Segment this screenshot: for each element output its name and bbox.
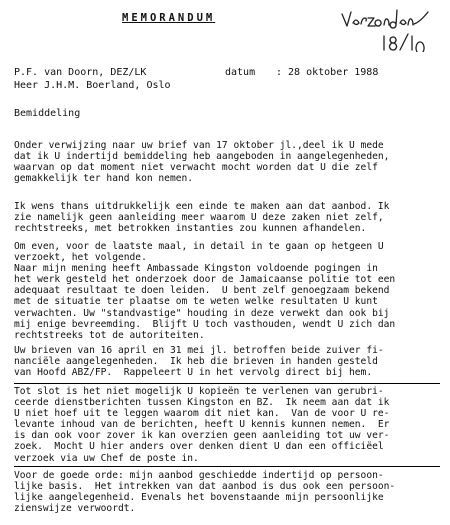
memo-subject: Bemiddeling [14, 108, 81, 119]
text-line: waarvan op dat moment niet verwacht mocht worden dat U die zelf [14, 162, 378, 174]
text-line: Voor de goede orde: mijn aanbod geschiedde indertijd op persoon- [14, 470, 384, 481]
text-line: U niet hoef uit te leggen waarom dit niet kan. Van de voor U re- [14, 408, 390, 420]
text-line: nanciële aangelegenheden. Ik heb die brieven in handen gesteld [14, 356, 378, 368]
text-line: van Hoofd ABZ/FP. Rappeleert U in het vervolg direct bij hem. [14, 367, 373, 379]
text-line: adequaat resultaat te doen leiden. U bent zelf genoegzaam bekend [14, 285, 390, 297]
text-line: rechtstreeks, met betrokken instanties zou kunnen afhandelen. [14, 223, 367, 235]
paragraph [14, 345, 440, 378]
text-line: het werk gesteld het onderzoek door de Jamaicaanse politie tot een [14, 274, 396, 286]
paragraph [14, 470, 440, 514]
text-line: verzoek via uw Chef de poste in. [14, 452, 199, 464]
paragraph [14, 241, 440, 341]
text-line: is dan ook voor zover ik kan overzien geen aanleiding tot uw ver- [14, 430, 390, 442]
text-line: Uw brieven van 16 april en 31 mei jl. betroffen beide zuiver fi- [14, 345, 384, 356]
text-line: Naar mijn mening heeft Ambassade Kingston voldoende pogingen in [14, 263, 378, 275]
text-line: verzoekt, het volgende. [14, 252, 147, 264]
text-line: Ik wens thans uitdrukkelijk een einde te maken aan dat aanbod. Ik [14, 201, 390, 212]
text-line: zienswijze verwoordt. [14, 503, 136, 515]
text-line: rechtstreeks tot de autoriteiten. [14, 329, 205, 341]
text-line: met de situatie ter plaatse om te weten welke resultaten U kunt [14, 296, 378, 308]
text-line: zie namelijk geen aanleiding meer waarom U deze zaken niet zelf, [14, 212, 384, 224]
text-line: lijke basis. Het intrekken van dat aanbod is dus ook een persoon- [14, 481, 396, 493]
text-line: lijke aangelegenheid. Evenals het bovenstaande mijn persoonlijke [14, 492, 384, 504]
handwritten-note [338, 6, 438, 52]
text-line: Om even, voor de laatste maal, in detail in te gaan op hetgeen U [14, 241, 384, 252]
text-line: levante inhoud van de berichten, heeft U kennis kunnen nemen. Er [14, 419, 390, 431]
text-line: mij enige bevreemding. Blijft U toch vasthouden, wendt U zich dan [14, 318, 396, 330]
text-line: verwachten. Uw "standvastige" houding in deze verwekt dan ook bij [14, 307, 390, 319]
text-line: zoek. Mocht U hier anders over denken dient U dan een officiëel [14, 441, 384, 453]
memo-date-value: : 28 oktober 1988 [276, 67, 379, 78]
text-line: Tot slot is het niet mogelijk U kopieën te verlenen van gerubri- [14, 386, 384, 397]
memo-title: MEMORANDUM [122, 12, 216, 24]
text-line: gemakkelijk ter hand kon nemen. [14, 173, 194, 185]
text-line: Onder verwijzing naar uw brief van 17 oktober jl.,deel ik U mede [14, 140, 384, 151]
paragraph-boxed [14, 383, 440, 467]
memo-to-line: Heer J.H.M. Boerland, Oslo [14, 80, 171, 91]
paragraph [14, 201, 440, 234]
memo-date-label: datum [225, 67, 256, 78]
memo-from-line: P.F. van Doorn, DEZ/LK [14, 67, 147, 78]
paragraph [14, 140, 440, 184]
text-line: dat ik U indertijd bemiddeling heb aangeboden in aangelegenheden, [14, 151, 390, 163]
text-line: ceerde dienstberichten tussen Kingston en BZ. Ik neem aan dat ik [14, 397, 390, 409]
